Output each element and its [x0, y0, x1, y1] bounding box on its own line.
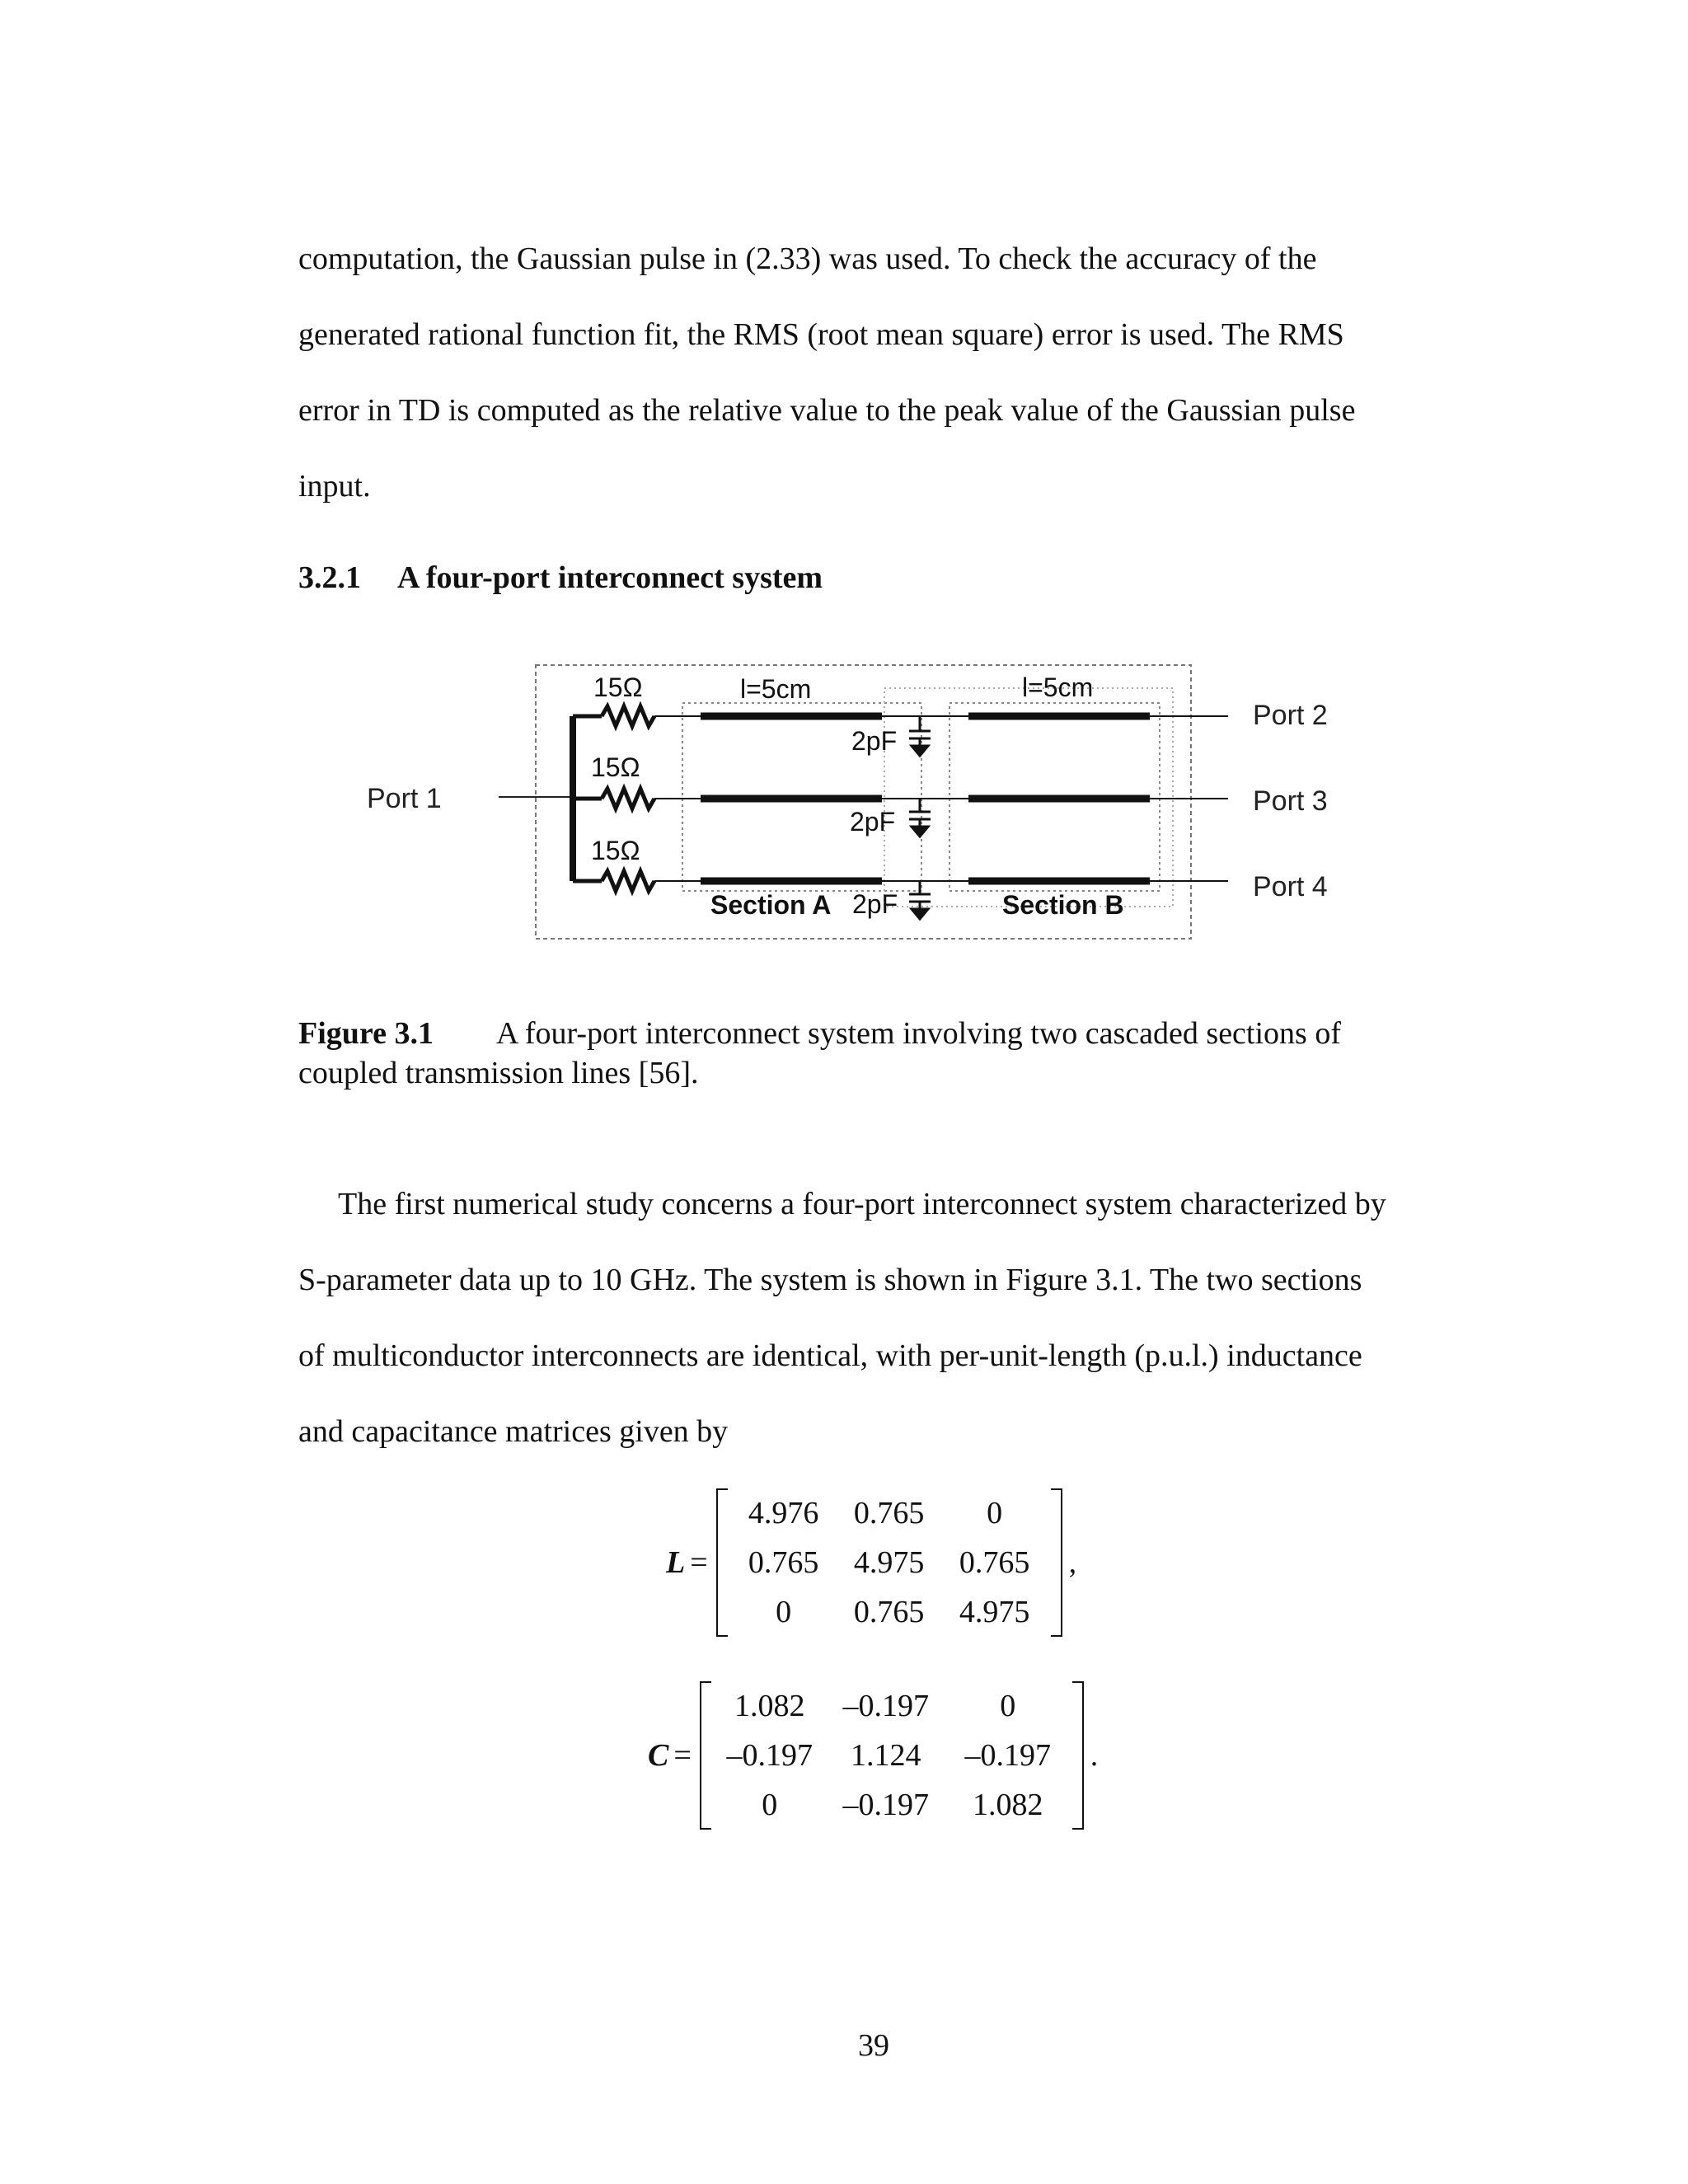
matrix-l-cell: 0.765 — [959, 1545, 1030, 1580]
length-label-a: l=5cm — [740, 674, 812, 704]
matrix-l-left-bracket — [716, 1488, 728, 1637]
capacitor-2 — [909, 799, 931, 837]
text-line: S-parameter data up to 10 GHz. The system is shown in Figure 3.1. The two sections — [298, 1263, 1362, 1297]
matrix-l-cell: 4.976 — [748, 1496, 819, 1530]
matrix-l-cell: 4.975 — [959, 1595, 1030, 1629]
caption-label: Figure 3.1 — [298, 1016, 434, 1051]
resistor-3-label: 15Ω — [591, 836, 640, 865]
matrix-c-cell: –0.197 — [842, 1689, 930, 1723]
text-line: of multiconductor interconnects are identical, with per-unit-length (p.u.l.) inductance — [298, 1338, 1362, 1373]
matrix-l-cell: 0 — [987, 1496, 1003, 1530]
matrix-l-cell: 4.975 — [853, 1545, 925, 1580]
port2-label: Port 2 — [1253, 700, 1328, 731]
matrix-l-cell: 0.765 — [748, 1545, 819, 1580]
matrix-c-cell: 0 — [1000, 1689, 1016, 1723]
length-label-b: l=5cm — [1022, 673, 1094, 702]
matrix-c-name: C — [648, 1738, 669, 1773]
section-b-label: Section B — [1002, 890, 1124, 920]
matrix-c-cell: –0.197 — [726, 1738, 814, 1773]
section-number: 3.2.1 — [298, 560, 361, 595]
matrix-l-equation — [666, 1488, 1076, 1637]
figure-caption — [298, 1014, 1452, 1093]
caption-text-line1: A four-port interconnect system involving two cascaded sections of — [496, 1016, 1341, 1051]
matrix-l-cell: 0.765 — [853, 1595, 925, 1629]
text-line: generated rational function fit, the RMS (root mean square) error is used. The RMS — [298, 317, 1344, 352]
body-paragraph — [298, 1166, 1452, 1469]
row-2 — [573, 789, 1228, 808]
resistor-2-label: 15Ω — [591, 752, 640, 782]
matrix-l-right-bracket — [1051, 1488, 1062, 1637]
port4-label: Port 4 — [1253, 871, 1328, 902]
matrix-c-cell: 0 — [762, 1788, 778, 1822]
matrix-c-equals: = — [673, 1738, 692, 1773]
capacitor-2-label: 2pF — [850, 807, 896, 837]
matrix-c-grid — [711, 1681, 1072, 1830]
matrix-c-cell: 1.082 — [734, 1689, 805, 1723]
caption-text-line2: coupled transmission lines [56]. — [298, 1056, 699, 1090]
row-1 — [573, 706, 1228, 726]
matrix-c-punct: . — [1090, 1738, 1099, 1773]
text-line: computation, the Gaussian pulse in (2.33) was used. To check the accuracy of the — [298, 241, 1317, 276]
matrix-c-cell: –0.197 — [842, 1788, 930, 1822]
text-line: The first numerical study concerns a four-port interconnect system characterized by — [338, 1187, 1386, 1221]
matrix-c-equation — [648, 1681, 1098, 1830]
matrix-l-grid — [728, 1488, 1051, 1637]
text-line: input. — [298, 469, 371, 504]
matrix-c-left-bracket — [700, 1681, 711, 1830]
matrix-c-right-bracket — [1072, 1681, 1084, 1830]
intro-paragraph — [298, 221, 1452, 524]
matrix-l-name: L — [666, 1545, 686, 1580]
text-line: and capacitance matrices given by — [298, 1414, 729, 1449]
section-title: A four-port interconnect system — [397, 560, 823, 595]
section-a-label: Section A — [710, 890, 832, 920]
capacitor-1 — [909, 716, 931, 756]
matrix-l-equals: = — [690, 1545, 708, 1580]
matrix-l-cell: 0 — [776, 1595, 792, 1629]
capacitor-3-label: 2pF — [852, 889, 898, 919]
resistor-1-label: 15Ω — [593, 673, 643, 702]
text-line: error in TD is computed as the relative value to the peak value of the Gaussian pulse — [298, 393, 1356, 428]
port3-label: Port 3 — [1253, 785, 1328, 817]
matrix-c-cell: 1.124 — [851, 1738, 921, 1773]
page-number: 39 — [858, 2028, 889, 2063]
circuit-svg — [354, 655, 1385, 952]
matrix-l-punct: , — [1068, 1545, 1077, 1580]
figure-circuit-diagram — [354, 655, 1385, 952]
capacitor-1-label: 2pF — [851, 726, 898, 756]
port1-label: Port 1 — [367, 783, 442, 814]
capacitor-3 — [909, 881, 931, 919]
section-heading — [298, 556, 823, 599]
matrix-c-cell: –0.197 — [964, 1738, 1052, 1773]
row-3 — [573, 871, 1228, 891]
matrix-c-cell: 1.082 — [973, 1788, 1043, 1822]
matrix-l-cell: 0.765 — [853, 1496, 925, 1530]
